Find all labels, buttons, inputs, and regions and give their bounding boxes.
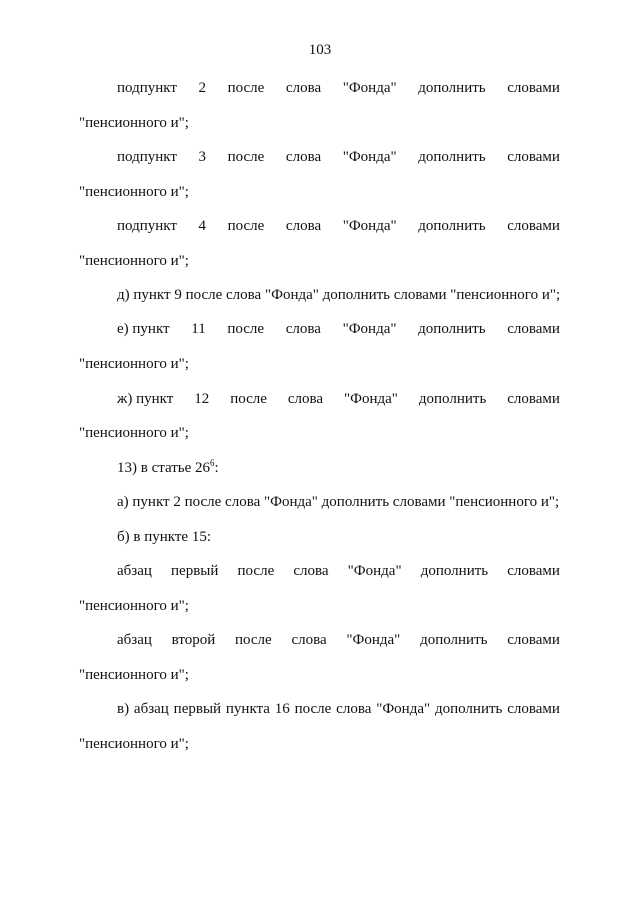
word: после	[227, 80, 265, 96]
word: после	[227, 321, 265, 337]
superscript: 6	[210, 458, 215, 468]
text-line-19	[117, 699, 560, 719]
colon: :	[214, 460, 219, 476]
word: "Фонда"	[342, 321, 397, 337]
word: словами	[507, 391, 560, 407]
word: в)	[117, 701, 130, 717]
text-line-8	[117, 319, 560, 339]
text-line-20: "пенсионного и";	[79, 736, 189, 752]
word: дополнить	[418, 391, 487, 407]
word: после	[237, 563, 275, 579]
word: абзац	[133, 701, 169, 717]
text-line-6: "пенсионного и";	[79, 253, 189, 269]
text-line-18: "пенсионного и";	[79, 667, 189, 683]
word: слова	[285, 218, 322, 234]
text-line-17	[117, 630, 560, 650]
text-line-13: а) пункт 2 после слова "Фонда" дополнить словами "пенсионного и";	[117, 494, 560, 510]
word: после	[227, 218, 265, 234]
word: словами	[507, 321, 560, 337]
word: слова	[291, 632, 327, 648]
text-line-3	[117, 147, 560, 167]
word: после	[227, 149, 265, 165]
word: первый	[171, 563, 219, 579]
word: подпункт	[117, 149, 177, 165]
word: "Фонда"	[346, 632, 401, 648]
word: дополнить	[418, 218, 486, 234]
word: подпункт	[117, 218, 177, 234]
word: "Фонда"	[342, 149, 397, 165]
word: дополнить	[418, 80, 486, 96]
word: "Фонда"	[344, 391, 398, 407]
word: слова	[285, 149, 322, 165]
text-line-12	[117, 458, 219, 478]
word: 2	[198, 80, 207, 96]
word: 16	[274, 701, 290, 717]
word: 12	[194, 391, 210, 407]
word: е) пункт	[117, 321, 170, 337]
text-line-11: "пенсионного и";	[79, 425, 189, 441]
word: 4	[198, 218, 207, 234]
word: после	[230, 391, 267, 407]
word: дополнить	[434, 701, 503, 717]
word: пункта	[225, 701, 270, 717]
text-line-5	[117, 216, 560, 236]
word: после	[294, 701, 332, 717]
word: словами	[507, 149, 560, 165]
word: после	[235, 632, 272, 648]
word: дополнить	[420, 632, 488, 648]
word: "Фонда"	[347, 563, 402, 579]
word: словами	[507, 632, 560, 648]
word: слова	[285, 321, 321, 337]
word: второй	[171, 632, 216, 648]
word: абзац	[117, 563, 152, 579]
text-line-14: б) в пункте 15:	[117, 529, 211, 545]
word: абзац	[117, 632, 152, 648]
text-line-16: "пенсионного и";	[79, 598, 189, 614]
word: дополнить	[418, 149, 486, 165]
word: ж) пункт	[117, 391, 174, 407]
word: подпункт	[117, 80, 177, 96]
text-line-4: "пенсионного и";	[79, 184, 189, 200]
text-line-1	[117, 78, 560, 98]
word: 3	[198, 149, 207, 165]
word: "Фонда"	[376, 701, 431, 717]
text-line-10	[117, 389, 560, 409]
word: первый	[173, 701, 222, 717]
word: слова	[285, 80, 322, 96]
word: 11	[191, 321, 206, 337]
page-number: 103	[308, 42, 332, 58]
word: "Фонда"	[342, 80, 397, 96]
word: дополнить	[418, 321, 486, 337]
word: слова	[336, 701, 372, 717]
word: "Фонда"	[342, 218, 397, 234]
article-ref: 13) в статье 26	[117, 460, 211, 476]
word: словами	[507, 218, 560, 234]
word: дополнить	[420, 563, 489, 579]
word: словами	[507, 80, 560, 96]
word: слова	[293, 563, 329, 579]
text-line-2: "пенсионного и";	[79, 115, 189, 131]
text-line-15	[117, 561, 560, 581]
word: слова	[287, 391, 324, 407]
text-line-9: "пенсионного и";	[79, 356, 189, 372]
text-line-7: д) пункт 9 после слова "Фонда" дополнить словами "пенсионного и";	[117, 287, 561, 303]
word: словами	[507, 701, 560, 717]
word: словами	[507, 563, 560, 579]
